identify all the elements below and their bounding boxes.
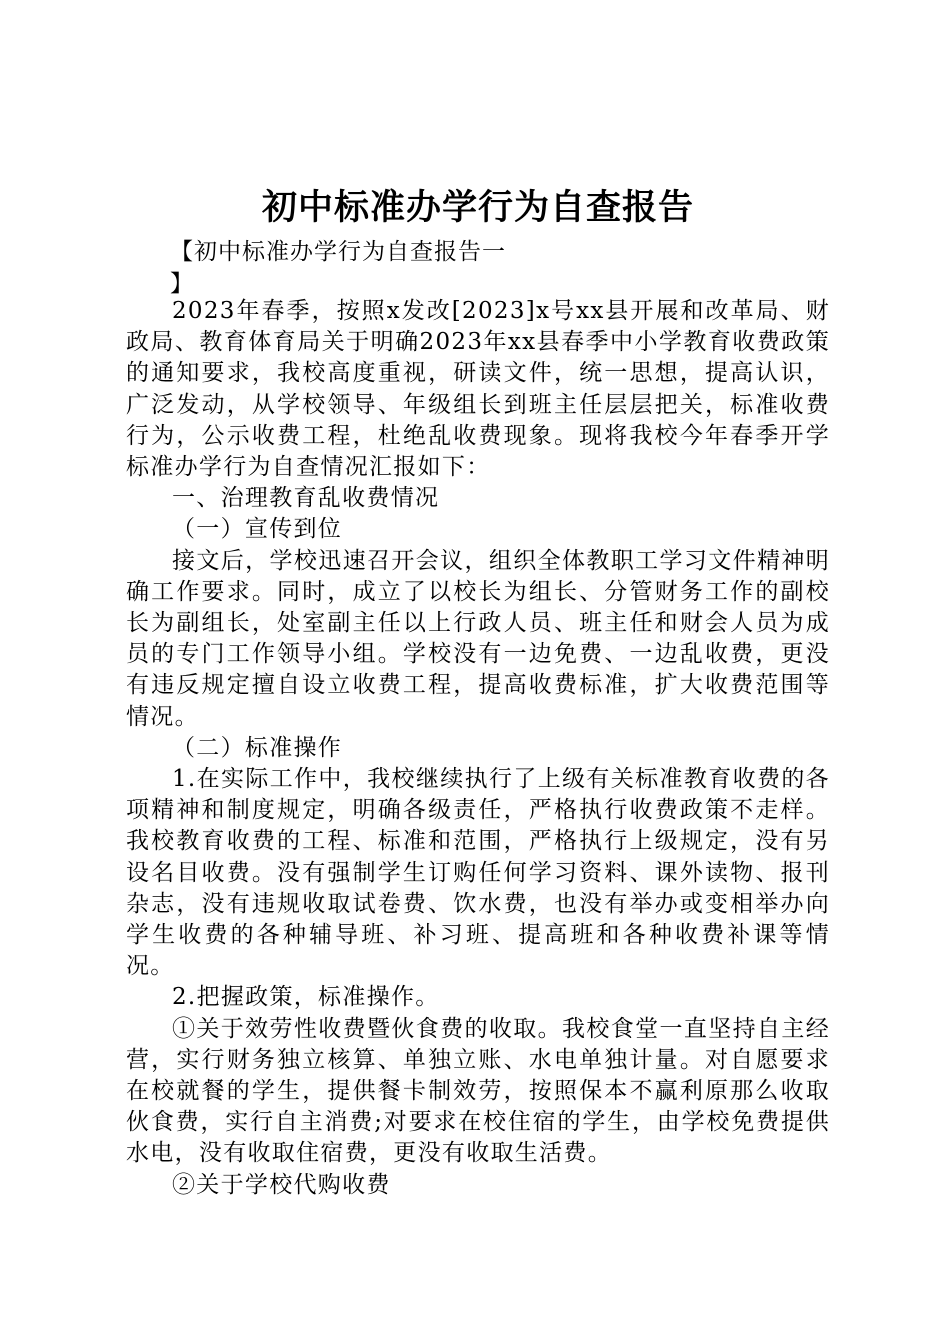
subtitle-text: 【初中标准办学行为自查报告一	[170, 239, 506, 265]
paragraph: 1.在实际工作中，我校继续执行了上级有关标准教育收费的各项精神和制度规定，明确各级责任，严格执行收费政策不走样。我校教育收费的工程、标准和范围，严格执行上级规定，没有另设名目收费。没有强制学生订购任何学习资料、课外读物、报刊杂志，没有违规收取试卷费、饮水费，也没有举办或变相举办向学生收费的各种辅导班、补习班、提高班和各种收费补课等情况。	[126, 766, 830, 980]
paragraph: ②关于学校代购收费	[172, 1171, 391, 1198]
document-title: 初中标准办学行为自查报告	[261, 187, 694, 228]
paragraph: 接文后，学校迅速召开会议，组织全体教职工学习文件精神明确工作要求。同时，成立了以校长为组长、分管财务工作的副校长为副组长，处室副主任以上行政人员、班主任和财会人员为成员的专门工作领导小组。学校没有一边免费、一边乱收费，更没有违反规定擅自设立收费工程，提高收费标准，扩大收费范围等情况。	[126, 547, 830, 730]
paragraph-intro: 2023年春季，按照x发改[2023]x号xx县开展和改革局、财政局、教育体育局关于明确2023年xx县春季中小学教育收费政策的通知要求，我校高度重视，研读文件，统一思想，提高认识，广泛发动，从学校领导、年级组长到班主任层层把关，标准收费行为，公示收费工程，杜绝乱收费现象。现将我校今年春季开学标准办学行为自查情况汇报如下：	[126, 298, 830, 481]
document-body	[126, 296, 830, 1201]
subsection-heading: （一）宣传到位	[172, 516, 343, 543]
document-subtitle	[170, 236, 506, 300]
subsection-heading: （二）标准操作	[172, 734, 343, 761]
paragraph: 2.把握政策，标准操作。	[172, 984, 440, 1011]
paragraph: ①关于效劳性收费暨伙食费的收取。我校食堂一直坚持自主经营，实行财务独立核算、单独立账、水电单独计量。对自愿要求在校就餐的学生，提供餐卡制效劳，按照保本不赢利原那么收取伙食费，实行自主消费;对要求在校住宿的学生，由学校免费提供水电，没有收取住宿费，更没有收取生活费。	[126, 1015, 830, 1167]
section-heading: 一、治理教育乱收费情况	[172, 485, 440, 512]
subtitle-bracket: 】	[170, 271, 194, 297]
